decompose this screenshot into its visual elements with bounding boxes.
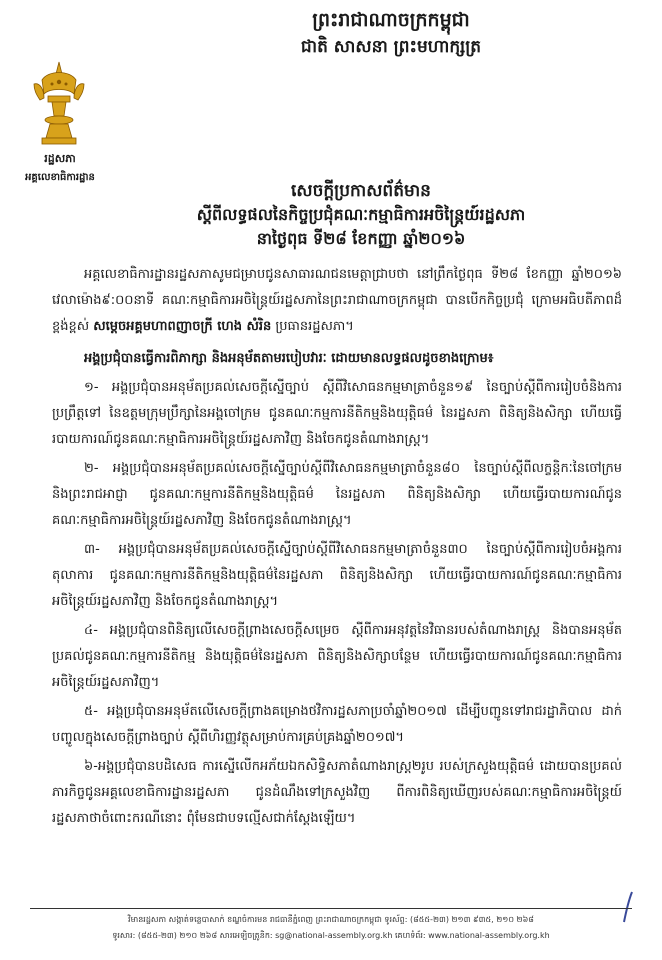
footer-address: វិមានរដ្ឋសភា សង្កាត់ទន្លេបាសាក់ ខណ្ឌចំការមន រាជធានីភ្នំពេញ ព្រះរាជាណាចក្រកម្ពុជា ទូរស័ព្ទ: (៨៥៥-២៣) ២១៣ ៩៣៥, ២១០ ២៦៨ <box>128 915 534 924</box>
footer-contact: ទូរសារ: (៨៥៥-២៣) ២១០ ២៦៨ សារអេឡិចត្រូនិក: sg@national-assembly.org.kh គេហទំព័រ: www.national-assembly.org.kh <box>112 931 550 940</box>
chair-name: សម្តេចអគ្គមហាពញាចក្រី ហេង សំរិន <box>93 319 272 334</box>
organization-name: រដ្ឋសភា <box>44 152 76 165</box>
intro-suffix: ប្រធានរដ្ឋសភា។ <box>275 319 354 334</box>
kingdom-heading: ព្រះរាជាណាចក្រកម្ពុជា <box>312 9 470 31</box>
document-body <box>52 262 622 835</box>
agenda-item-2: ២- អង្គប្រជុំបានអនុម័តប្រគល់សេចក្តីស្នើច្បាប់ស្តីពីវិសោធនកម្មមាត្រាចំនួន៨០ នៃច្បាប់ស្តីពីលក្ខន្តិកៈនៃចៅក្រម និងព្រះរាជអាជ្ញា ជូនគណៈកម្មការនីតិកម្មនិងយុត្តិធម៌ នៃរដ្ឋសភា ពិនិត្យនិងសិក្សា ហើយធ្វើរបាយការណ៍ជូនគណៈកម្មាធិការអចិន្ត្រៃយ៍រដ្ឋសភាវិញ និងចែកជូនតំណាងរាស្ត្រ។ <box>52 461 622 528</box>
national-assembly-emblem-icon <box>30 60 88 150</box>
agenda-subheading: អង្គប្រជុំបានធ្វើការពិភាក្សា និងអនុម័តតាមរបៀបវារៈ ដោយមានលទ្ធផលដូចខាងក្រោម៖ <box>84 351 494 366</box>
agenda-item-1: ១- អង្គប្រជុំបានអនុម័តប្រគល់សេចក្តីស្នើច្បាប់ ស្តីពីវិសោធនកម្មមាត្រាចំនួន១៩ នៃច្បាប់ស្តីពីការរៀបចំនិងការប្រព្រឹត្តទៅ នៃឧត្តមក្រុមប្រឹក្សានៃអង្គចៅក្រម ជូនគណៈកម្មការនីតិកម្មនិងយុត្តិធម៌ នៃរដ្ឋសភា ពិនិត្យនិងសិក្សា ហើយធ្វើរបាយការណ៍ជូនគណៈកម្មាធិការអចិន្ត្រៃយ៍រដ្ឋសភាវិញ និងចែកជូនតំណាងរាស្ត្រ។ <box>52 380 622 447</box>
department-name: អគ្គលេខាធិការដ្ឋាន <box>25 172 95 183</box>
document-title: សេចក្តីប្រកាសព័ត៌មាន <box>291 181 431 201</box>
intro-paragraph <box>52 262 622 340</box>
document-date: នាថ្ងៃពុធ ទី២៨ ខែកញ្ញា ឆ្នាំ២០១៦ <box>256 229 466 248</box>
agenda-item-6: ៦-អង្គប្រជុំបានបដិសេធ ការស្នើលើកអភ័យឯកសិទ្ធិសភាតំណាងរាស្ត្រ២រូប របស់ក្រសួងយុត្តិធម៌ ដោយបានប្រគល់ភារកិច្ចជូនអគ្គលេខាធិការដ្ឋានរដ្ឋសភា ជូនដំណឹងទៅក្រសួងវិញ ពីការពិនិត្យឃើញរបស់គណៈកម្មាធិការអចិន្ត្រៃយ៍រដ្ឋសភាថាចំពោះករណីនោះ ពុំមែនជាបទល្មើសជាក់ស្តែងឡើយ។ <box>52 759 622 826</box>
agenda-item-5: ៥- អង្គប្រជុំបានអនុម័តលើសេចក្តីព្រាងគម្រោងថវិការដ្ឋសភាប្រចាំឆ្នាំ២០១៧ ដើម្បីបញ្ជូនទៅរាជរដ្ឋាភិបាល ដាក់បញ្ចូលក្នុងសេចក្តីព្រាងច្បាប់ ស្តីពីហិរញ្ញវត្ថុសម្រាប់ការគ្រប់គ្រងឆ្នាំ២០១៧។ <box>52 704 622 745</box>
intro-text: អគ្គលេខាធិការដ្ឋានរដ្ឋសភាសូមជម្រាបជូនសាធារណជនមេត្តាជ្រាបថា នៅព្រឹកថ្ងៃពុធ ទី២៨ ខែកញ្ញា ឆ្នាំ២០១៦ វេលាម៉ោង៩:០០នាទី គណៈកម្មាធិការអចិន្ត្រៃយ៍រដ្ឋសភានៃព្រះរាជាណាចក្រកម្ពុជា បានបើកកិច្ចប្រជុំ ក្រោមអធិបតីភាពដ៏ខ្ពង់ខ្ពស់ <box>52 267 622 334</box>
footer-divider <box>30 908 632 909</box>
document-subject: ស្តីពីលទ្ធផលនៃកិច្ចប្រជុំគណៈកម្មាធិការអចិន្ត្រៃយ៍រដ្ឋសភា <box>196 205 526 224</box>
national-motto: ជាតិ សាសនា ព្រះមហាក្សត្រ <box>300 37 482 57</box>
agenda-item-3: ៣- អង្គប្រជុំបានអនុម័តប្រគល់សេចក្តីស្នើច្បាប់ស្តីពីវិសោធនកម្មមាត្រាចំនួន៣០ នៃច្បាប់ស្តីពីការរៀបចំអង្គការតុលាការ ជូនគណៈកម្មការនីតិកម្មនិងយុត្តិធម៌នៃរដ្ឋសភា ពិនិត្យនិងសិក្សា ហើយធ្វើរបាយការណ៍ជូនគណៈកម្មាធិការអចិន្ត្រៃយ៍រដ្ឋសភាវិញ និងចែកជូនតំណាងរាស្ត្រ។ <box>52 542 622 609</box>
agenda-item-4: ៤- អង្គប្រជុំបានពិនិត្យលើសេចក្តីព្រាងសេចក្តីសម្រេច ស្តីពីការអនុវត្តនៃវិធានរបស់តំណាងរាស្ត្រ និងបានអនុម័តប្រគល់ជូនគណៈកម្មការនីតិកម្ម និងយុត្តិធម៌នៃរដ្ឋសភា ពិនិត្យនិងសិក្សាបន្ថែម ហើយធ្វើរបាយការណ៍ជូនគណៈកម្មាធិការអចិន្ត្រៃយ៍រដ្ឋសភាវិញ។ <box>52 623 622 690</box>
